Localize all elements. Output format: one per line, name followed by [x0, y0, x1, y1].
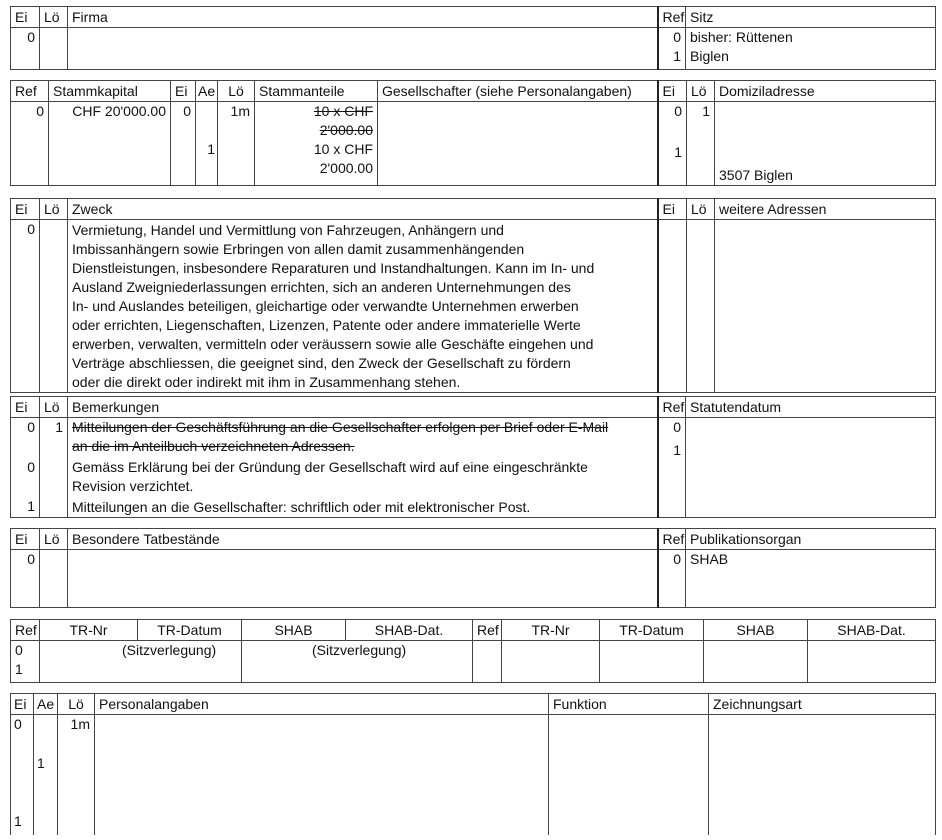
header-ei: Ei [658, 199, 687, 220]
header-lo: Lö [687, 199, 715, 220]
personal-cell [95, 715, 549, 835]
tatbestand-ei: 0 [11, 550, 40, 608]
header-ref: Ref [658, 7, 686, 28]
header-ei: Ei [11, 7, 40, 28]
personal-lo: 1m [58, 715, 95, 835]
kapital-ei: 0 [171, 102, 196, 186]
header-gesellschafter: Gesellschafter (siehe Personalangaben) [378, 81, 658, 102]
firma-table [10, 6, 936, 70]
sitz-value: Biglen [690, 48, 729, 64]
header-ref: Ref [658, 397, 686, 418]
statuten-ref: 1 [673, 442, 681, 458]
header-lo: Lö [58, 694, 95, 715]
kapital-ref: 0 [11, 102, 49, 186]
header-lo: Lö [40, 199, 68, 220]
zweck-line: Ausland Zweigniederlassungen errichten, sich an anderen Unternehmungen des [72, 279, 571, 295]
header-shabdat: SHAB-Dat. [346, 620, 473, 641]
zeichnung-cell [709, 715, 936, 835]
bemerkung-ei: 0 [27, 419, 35, 435]
header-ei: Ei [11, 529, 40, 550]
header-shabdat: SHAB-Dat. [808, 620, 936, 641]
tr-table [10, 619, 936, 683]
sitz-value: bisher: Rüttenen [690, 29, 793, 45]
header-sitz: Sitz [686, 7, 936, 28]
kapital-value: CHF 20'000.00 [49, 102, 171, 186]
stammanteil-old: 2'000.00 [319, 122, 373, 138]
publ-ref: 0 [658, 550, 686, 608]
header-lo: Lö [40, 7, 68, 28]
stammanteil-old: 10 x CHF [313, 103, 373, 119]
zweck-line: Dienstleistungen, insbesondere Reparaturen und Instandhaltungen. Kann im In- und [72, 260, 595, 276]
kapital-ae: 1 [207, 141, 215, 157]
personal-ei: 0 [14, 716, 22, 732]
header-besondere: Besondere Tatbestände [68, 529, 658, 550]
zweck-line: erwerben, verwalten, vermitteln oder veräussern sowie alle Geschäfte eingehen und [72, 336, 594, 352]
statuten-cell [686, 418, 936, 518]
publ-value: SHAB [686, 550, 936, 608]
tr-ref: 0 [15, 642, 23, 658]
header-ei: Ei [11, 397, 40, 418]
gesellschafter-cell [378, 102, 658, 186]
header-ei: Ei [11, 199, 40, 220]
sitz-ref: 0 [673, 29, 681, 45]
header-trnr: TR-Nr [502, 620, 600, 641]
header-domizil: Domiziladresse [715, 81, 936, 102]
personal-ae: 1 [37, 755, 45, 771]
bemerkung-ei: 1 [27, 498, 35, 514]
bemerkung-line: Revision verzichtet. [72, 478, 194, 494]
stammanteil-new: 2'000.00 [319, 160, 373, 176]
header-funktion: Funktion [549, 694, 709, 715]
header-lo: Lö [40, 397, 68, 418]
header-ref: Ref [473, 620, 502, 641]
zweck-line: Vermietung, Handel und Vermittlung von Fahrzeugen, Anhängern und [72, 222, 504, 238]
personal-ei: 1 [14, 813, 22, 829]
header-lo: Lö [687, 81, 715, 102]
header-stammanteile: Stammanteile [255, 81, 378, 102]
funktion-cell [549, 715, 709, 835]
header-trdatum: TR-Datum [138, 620, 242, 641]
bemerkungen-table [10, 396, 936, 518]
header-stammkapital: Stammkapital [49, 81, 171, 102]
zweck-line: oder die direkt oder indirekt mit ihm in Zusammenhang stehen. [72, 374, 461, 390]
zweck-line: Imbissanhängern sowie Erbringen von allen damit zusammenhängenden [72, 241, 525, 257]
tr-sitzverlegung: (Sitzverlegung) [122, 642, 217, 658]
header-personal: Personalangaben [95, 694, 549, 715]
adressen-cell [715, 220, 936, 393]
domizil-lo: 1 [687, 102, 715, 186]
header-ref: Ref [11, 81, 49, 102]
header-ae: Ae [34, 694, 58, 715]
header-lo: Lö [40, 529, 68, 550]
firma-ei: 0 [11, 28, 40, 70]
zweck-line: oder errichten, Liegenschaften, Lizenzen, Patente oder andere immaterielle Werte [72, 317, 581, 333]
header-trdatum: TR-Datum [600, 620, 704, 641]
zweck-line: Verträge abschliessen, die geeignet sind, den Zweck der Gesellschaft zu fördern [72, 355, 571, 371]
header-firma: Firma [68, 7, 658, 28]
header-ref: Ref [658, 529, 686, 550]
header-ae: Ae [196, 81, 218, 102]
domizil-ei: 1 [674, 144, 682, 160]
tr-sitzverlegung: (Sitzverlegung) [312, 642, 407, 658]
stammanteil-new: 10 x CHF [313, 141, 373, 157]
header-zeichnung: Zeichnungsart [709, 694, 936, 715]
zweck-text [68, 220, 658, 393]
zweck-table [10, 198, 936, 393]
bemerkung-line: an die im Anteilbuch verzeichneten Adressen. [72, 438, 355, 454]
zweck-ei: 0 [11, 220, 40, 393]
header-bemerkungen: Bemerkungen [68, 397, 658, 418]
header-publ: Publikationsorgan [686, 529, 936, 550]
domizil-ei: 0 [674, 103, 682, 119]
header-statuten: Statutendatum [686, 397, 936, 418]
personal-table [10, 693, 936, 835]
bemerkung-ei: 0 [27, 459, 35, 475]
header-ei: Ei [658, 81, 687, 102]
tr-ref: 1 [15, 661, 23, 677]
statuten-ref: 0 [673, 419, 681, 435]
header-adressen: weitere Adressen [715, 199, 936, 220]
header-zweck: Zweck [68, 199, 658, 220]
bemerkung-line: Mitteilungen an die Gesellschafter: schriftlich oder mit elektronischer Post. [72, 499, 531, 515]
bemerkung-line: Gemäss Erklärung bei der Gründung der Gesellschaft wird auf eine eingeschränkte [72, 459, 588, 475]
bemerkung-lo: 1 [40, 418, 68, 518]
header-ei: Ei [171, 81, 196, 102]
bemerkung-line: Mitteilungen der Geschäftsführung an die Gesellschafter erfolgen per Brief oder E-Mail [72, 419, 609, 435]
header-shab: SHAB [242, 620, 346, 641]
header-lo: Lö [218, 81, 255, 102]
header-ref: Ref [11, 620, 40, 641]
kapital-table [10, 80, 936, 186]
domizil-address: 3507 Biglen [719, 167, 793, 183]
kapital-lo: 1m [218, 102, 255, 186]
tatbestaende-table [10, 528, 936, 608]
header-ei: Ei [11, 694, 34, 715]
header-trnr: TR-Nr [40, 620, 138, 641]
header-shab: SHAB [704, 620, 808, 641]
tatbestand-cell [68, 550, 658, 608]
sitz-ref: 1 [673, 48, 681, 64]
zweck-line: In- und Auslandes beteiligen, gleichartige oder verwandte Unternehmen erwerben [72, 298, 579, 314]
firma-name [68, 28, 658, 70]
